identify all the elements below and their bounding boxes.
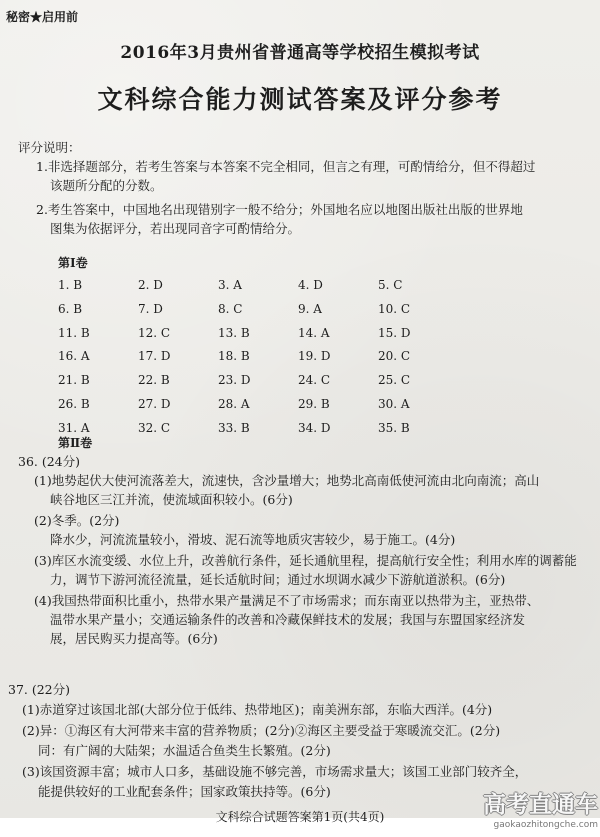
question-36-answer-3-line-2: 力，调节下游河流径流量，延长适航时间；通过水坝调水减少下游航道淤积。(6分)	[50, 572, 506, 587]
answer-item: 24. C	[298, 373, 331, 388]
question-36-answer-4-line-2: 温带水果产量小；交通运输条件的改善和冷藏保鲜技术的发展；我国与东盟国家经济发	[50, 612, 526, 627]
answer-item: 16. A	[58, 349, 90, 364]
question-36-answer-2-line-2: 降水少，河流流量较小，滑坡、泥石流等地质灾害较少，易于施工。(4分)	[50, 532, 456, 547]
secret-label: 秘密★启用前	[6, 10, 79, 24]
question-37-answer-2-line-1: (2)异：①海区有大河带来丰富的营养物质；(2分)②海区主要受益于寒暖流交汇。(2分)	[22, 723, 501, 738]
question-36-answer-1-line-1: (1)地势起伏大使河流落差大，流速快，含沙量增大；地势北高南低使河流由北向南流；高山	[34, 473, 540, 488]
answer-item: 31. A	[58, 420, 90, 435]
answer-item: 32. C	[138, 420, 171, 435]
answer-item: 22. B	[138, 373, 170, 388]
answer-item: 5. C	[378, 278, 403, 292]
answer-item: 28. A	[218, 396, 250, 411]
question-36-answer-4-line-1: (4)我国热带面积比重小，热带水果产量满足不了市场需求；而东南亚以热带为主，亚热带、	[34, 593, 540, 608]
answer-item: 4. D	[298, 278, 323, 292]
answer-item: 2. D	[138, 278, 163, 292]
question-37-number: 37. (22分)	[8, 682, 71, 697]
answer-item: 19. D	[298, 349, 331, 364]
answer-item: 25. C	[378, 373, 411, 388]
question-36-answer-2-line-1: (2)冬季。(2分)	[34, 513, 120, 528]
scoring-rule-2-line-2: 图集为依据评分，若出现同音字可酌情给分。	[50, 221, 301, 236]
scoring-rule-1-line-1: 1.非选择题部分，若考生答案与本答案不完全相同，但言之有理，可酌情给分，但不得超过	[36, 159, 536, 174]
answer-item: 6. B	[58, 301, 83, 316]
answer-item: 12. C	[138, 325, 171, 340]
watermark-title: 高考直通车	[483, 792, 598, 818]
answer-item: 21. B	[58, 373, 90, 388]
answer-title: 文科综合能力测试答案及评分参考	[97, 85, 503, 114]
watermark-logo	[466, 791, 598, 835]
question-36-number: 36. (24分)	[18, 454, 81, 469]
choice-answer-grid	[58, 278, 458, 445]
question-36-answer-3-line-1: (3)库区水流变缓、水位上升，改善航行条件，延长通航里程，提高航行安全性；利用水库的调蓄能	[34, 553, 577, 568]
answer-item: 18. B	[218, 349, 250, 364]
scoring-heading: 评分说明：	[18, 140, 81, 155]
scoring-rule-2-line-1: 2.考生答案中，中国地名出现错别字一般不给分；外国地名应以地图出版社出版的世界地	[36, 202, 523, 217]
answer-item: 1. B	[58, 278, 83, 292]
answer-item: 14. A	[298, 325, 330, 340]
answer-item: 13. B	[218, 325, 250, 340]
question-37-answer-3-line-2: 能提供较好的工业配套条件；国家政策扶持等。(6分)	[38, 784, 331, 799]
answer-item: 26. B	[58, 396, 90, 411]
answer-item: 10. C	[378, 301, 411, 316]
answer-item: 20. C	[378, 349, 411, 364]
exam-title: 2016年3月贵州省普通高等学校招生模拟考试	[120, 43, 480, 63]
answer-item: 15. D	[378, 325, 411, 340]
question-36-answer-4-line-3: 展，居民购买力提高等。(6分)	[50, 631, 218, 646]
answer-item: 3. A	[218, 278, 242, 292]
answer-item: 33. B	[218, 420, 250, 435]
watermark-url: gaokaozhitongche.com	[493, 820, 598, 830]
answer-item: 8. C	[218, 301, 243, 316]
scoring-rule-1-line-2: 该题所分配的分数。	[50, 178, 163, 193]
page-footer: 文科综合试题答案第1页(共4页)	[215, 810, 385, 824]
answer-item: 9. A	[298, 301, 322, 316]
answer-item: 29. B	[298, 396, 330, 411]
answer-item: 35. B	[378, 420, 410, 435]
answer-item: 7. D	[138, 301, 163, 316]
question-37-answer-1-line-1: (1)赤道穿过该国北部(大部分位于低纬、热带地区)；南美洲东部，东临大西洋。(4分)	[22, 702, 493, 717]
question-36-answer-1-line-2: 峡谷地区三江并流，使流域面积较小。(6分)	[50, 492, 293, 507]
answer-item: 23. D	[218, 373, 251, 388]
answer-item: 27. D	[138, 396, 171, 411]
question-37-answer-2-line-2: 同：有广阔的大陆架；水温适合鱼类生长繁殖。(2分)	[38, 743, 331, 758]
answer-item: 11. B	[58, 325, 90, 340]
part-2-heading: 第Ⅱ卷	[58, 436, 93, 450]
question-37-answer-3-line-1: (3)该国资源丰富；城市人口多，基础设施不够完善，市场需求量大；该国工业部门较齐全，	[22, 764, 528, 779]
part-1-heading: 第Ⅰ卷	[58, 256, 88, 270]
answer-item: 17. D	[138, 349, 171, 364]
answer-item: 34. D	[298, 420, 331, 435]
answer-item: 30. A	[378, 396, 410, 411]
